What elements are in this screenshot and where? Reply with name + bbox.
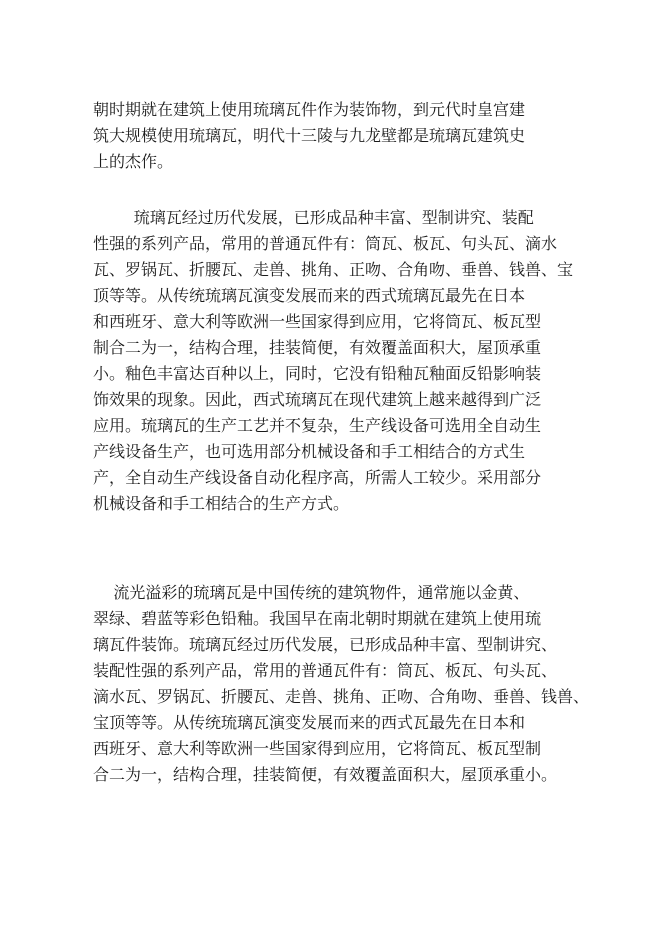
paragraph-line: 产线设备生产，也可选用部分机械设备和手工相结合的方式生 [93, 442, 526, 461]
paragraph-line: 制合二为一，结构合理，挂装简便，有效覆盖面积大，屋顶承重 [93, 338, 542, 357]
paragraph-line [93, 517, 583, 543]
paragraph-line: 产，全自动生产线设备自动化程序高，所需人工较少。采用部分 [93, 468, 542, 487]
paragraph-1 [93, 97, 583, 175]
paragraph-line: 顶等等。从传统琉璃瓦演变发展而来的西式琉璃瓦最先在日本 [93, 286, 526, 305]
paragraph-line: 琉璃瓦经过历代发展，已形成品种丰富、型制讲究、装配 [93, 208, 534, 227]
paragraph-line: 小。釉色丰富达百种以上，同时，它没有铅釉瓦釉面反铅影响装 [93, 364, 542, 383]
paragraph-line: 机械设备和手工相结合的生产方式。 [93, 494, 350, 513]
paragraph-line: 筑大规模使用琉璃瓦，明代十三陵与九龙壁都是琉璃瓦建筑史 [93, 126, 526, 145]
paragraph-line: 装配性强的系列产品，常用的普通瓦件有：筒瓦、板瓦、句头瓦、 [93, 661, 558, 680]
paragraph-line: 饰效果的现象。因此，西式琉璃瓦在现代建筑上越来越得到广泛 [93, 390, 542, 409]
paragraph-line: 上的杰作。 [93, 152, 174, 171]
paragraph-line: 和西班牙、意大利等欧洲一些国家得到应用，它将筒瓦、板瓦型 [93, 312, 542, 331]
paragraph-3 [93, 580, 593, 788]
paragraph-line: 合二为一，结构合理，挂装简便，有效覆盖面积大，屋顶承重小。 [93, 765, 558, 784]
paragraph-2 [93, 205, 583, 543]
paragraph-line: 流光溢彩的琉璃瓦是中国传统的建筑物件，通常施以金黄、 [93, 583, 530, 602]
paragraph-line: 璃瓦件装饰。琉璃瓦经过历代发展，已形成品种丰富、型制讲究、 [93, 635, 558, 654]
paragraph-line: 滴水瓦、罗锅瓦、折腰瓦、走兽、挑角、正吻、合角吻、垂兽、钱兽、 [93, 687, 590, 706]
paragraph-line: 西班牙、意大利等欧洲一些国家得到应用，它将筒瓦、板瓦型制 [93, 739, 542, 758]
paragraph-line: 瓦、罗锅瓦、折腰瓦、走兽、挑角、正吻、合角吻、垂兽、钱兽、宝 [93, 260, 574, 279]
paragraph-line: 性强的系列产品，常用的普通瓦件有：筒瓦、板瓦、句头瓦、滴水 [93, 234, 558, 253]
paragraph-line: 应用。琉璃瓦的生产工艺并不复杂，生产线设备可选用全自动生 [93, 416, 542, 435]
paragraph-line: 朝时期就在建筑上使用琉璃瓦件作为装饰物，到元代时皇宫建 [93, 100, 526, 119]
paragraph-line: 翠绿、碧蓝等彩色铅釉。我国早在南北朝时期就在建筑上使用琉 [93, 609, 542, 628]
paragraph-line: 宝顶等等。从传统琉璃瓦演变发展而来的西式瓦最先在日本和 [93, 713, 526, 732]
